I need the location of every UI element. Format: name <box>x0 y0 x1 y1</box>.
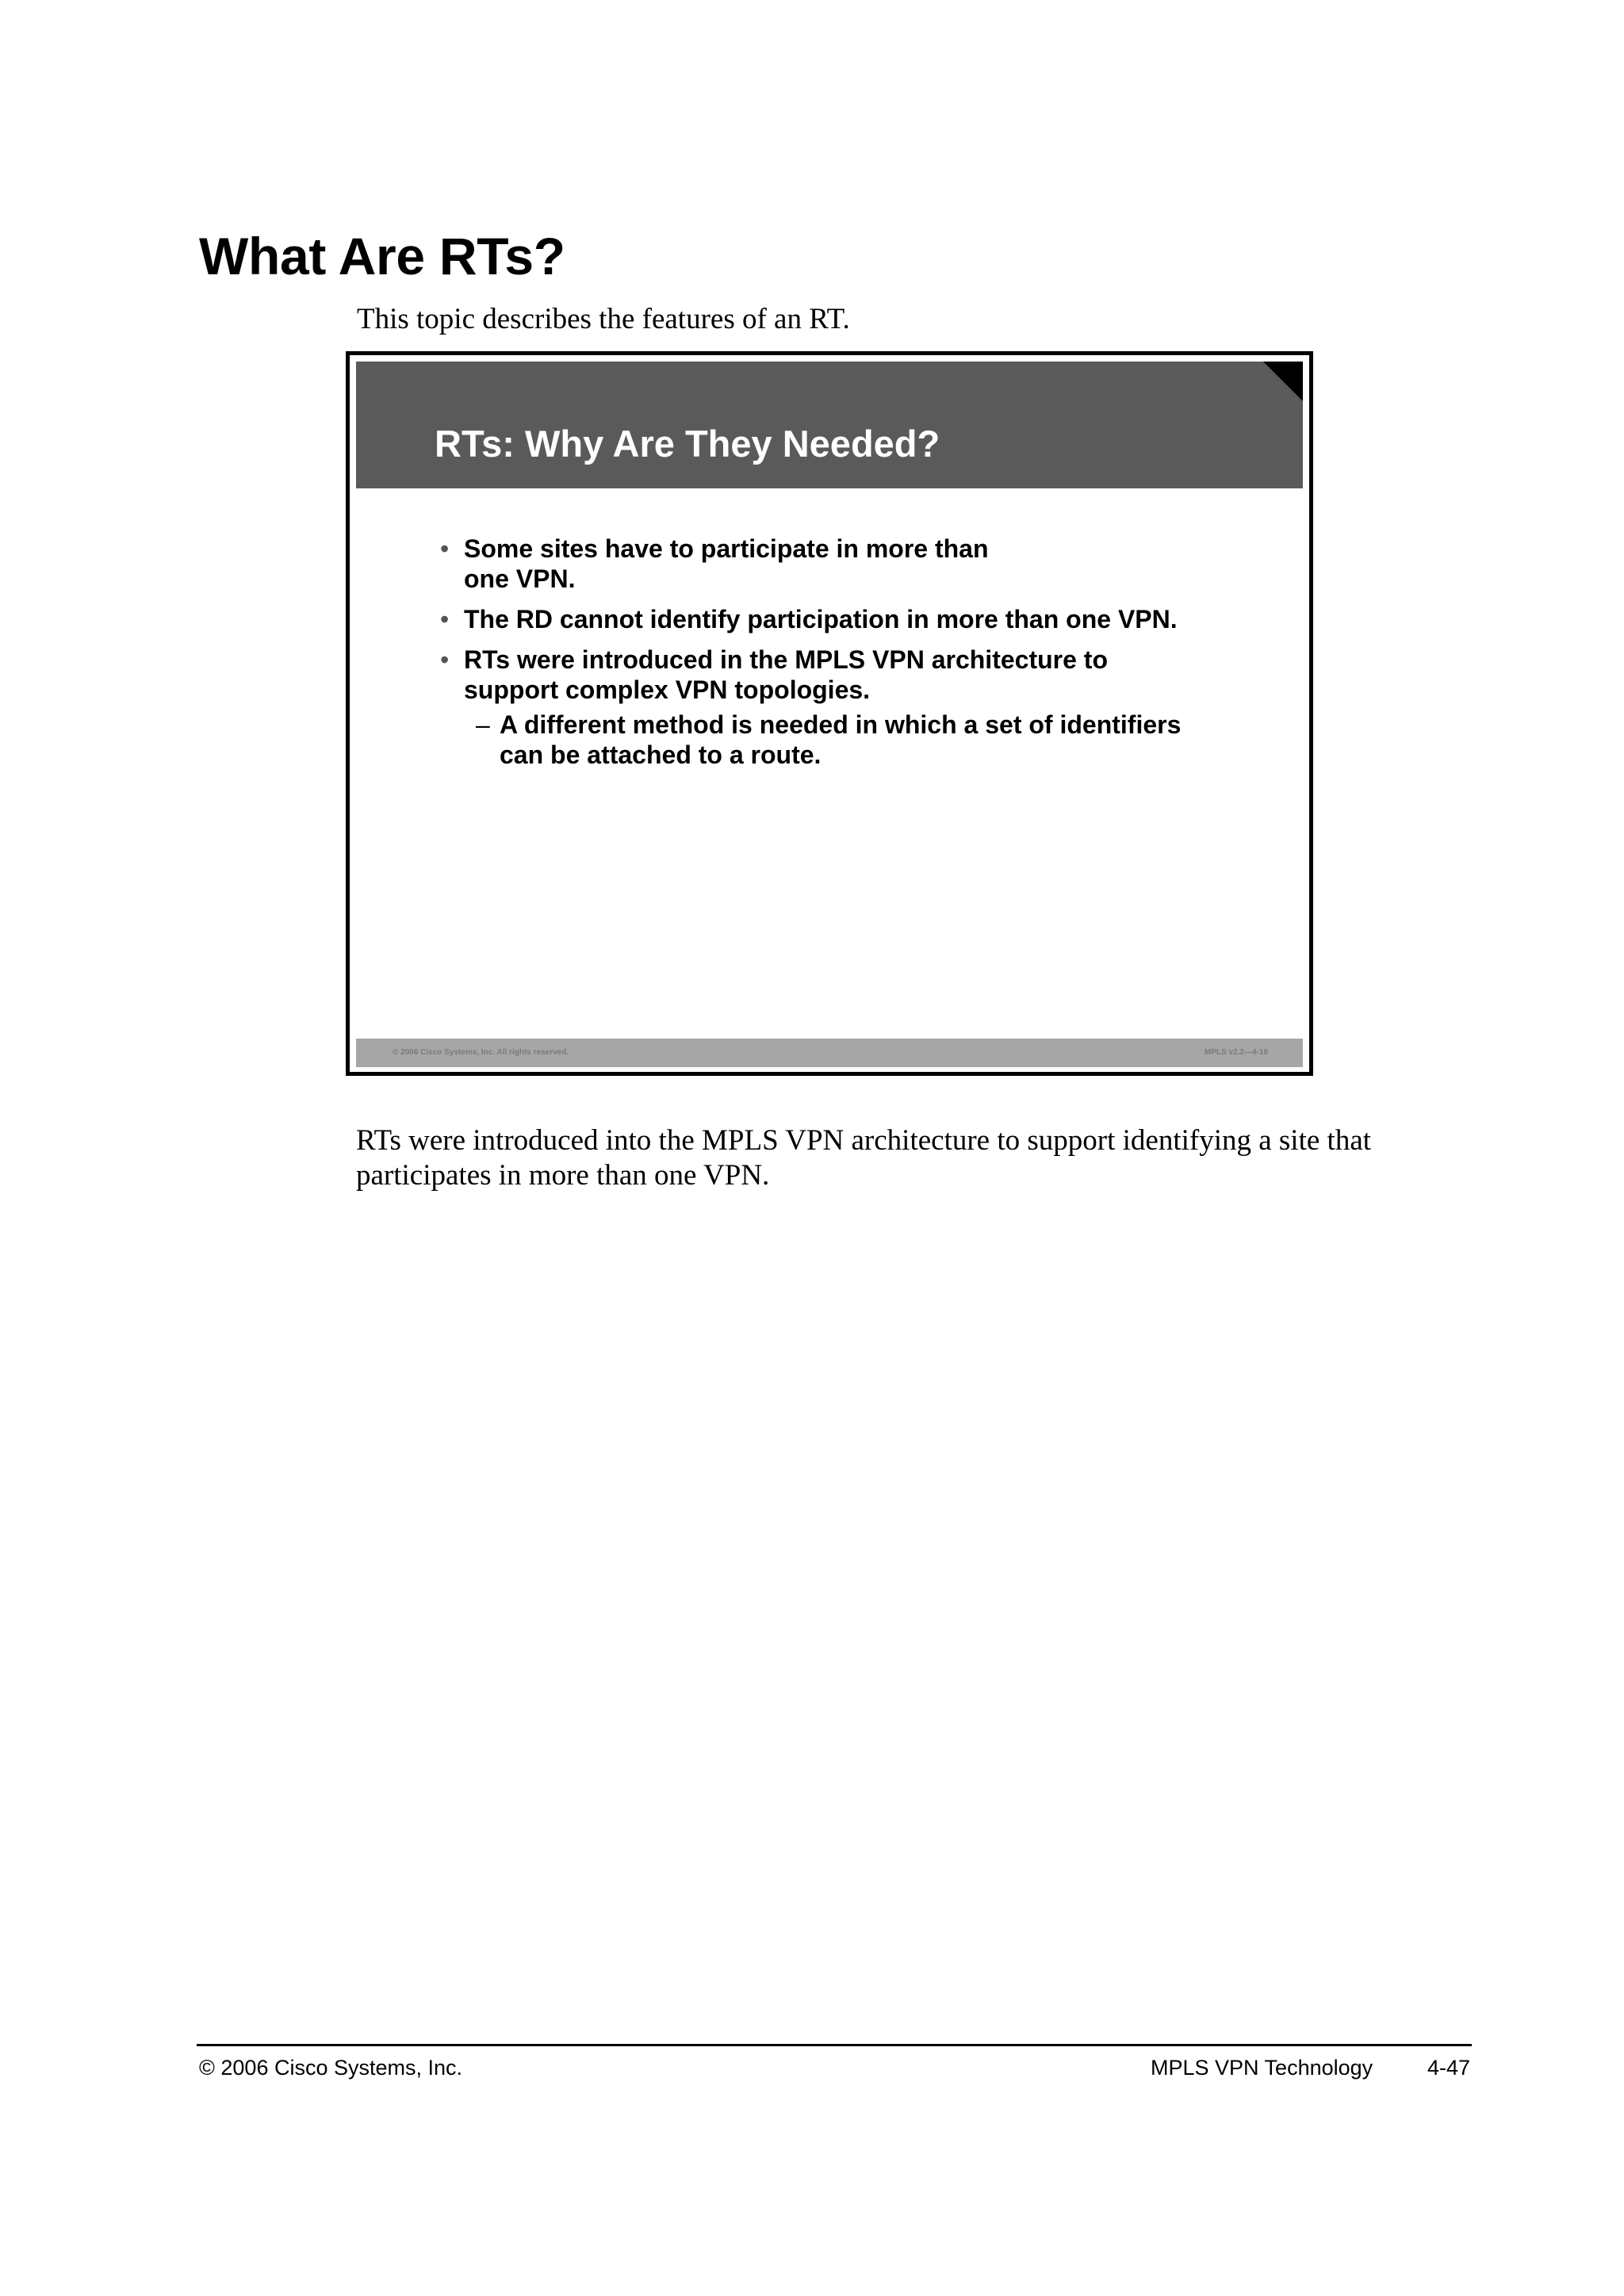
sub-bullet-text: A different method is needed in which a set of identifiers can be attached to a route. <box>500 710 1182 769</box>
slide-number: MPLS v2.2—4-18 <box>1204 1048 1268 1057</box>
bullet-text: The RD cannot identify participation in more than one VPN. <box>464 605 1178 633</box>
bullet-icon: • <box>440 645 450 674</box>
corner-triangle-icon <box>1263 362 1303 401</box>
dash-icon: – <box>476 710 490 739</box>
footer-copyright: © 2006 Cisco Systems, Inc. <box>199 2056 463 2080</box>
bullet-item <box>440 645 1233 705</box>
sub-bullet-item <box>440 710 1233 770</box>
footer-course-title: MPLS VPN Technology <box>1151 2056 1373 2080</box>
slide-title: RTs: Why Are They Needed? <box>435 423 940 465</box>
bullet-text: Some sites have to participate in more than one VPN. <box>464 534 989 593</box>
bullet-icon: • <box>440 605 450 633</box>
footer-page-number: 4-47 <box>1427 2056 1471 2080</box>
slide-footer <box>356 1039 1303 1067</box>
page-heading: What Are RTs? <box>199 227 565 285</box>
bullet-icon: • <box>440 534 450 563</box>
bullet-item <box>440 534 1233 594</box>
slide-copyright: © 2006 Cisco Systems, Inc. All rights reserved. <box>393 1048 569 1057</box>
slide-bullet-list <box>440 534 1233 770</box>
intro-text: This topic describes the features of an RT. <box>357 303 850 335</box>
footer-divider <box>197 2044 1472 2046</box>
bullet-item <box>440 604 1233 634</box>
slide-header <box>356 362 1303 488</box>
bullet-text: RTs were introduced in the MPLS VPN architecture to support complex VPN topologies. <box>464 645 1108 704</box>
slide-figure <box>346 351 1313 1076</box>
body-paragraph: RTs were introduced into the MPLS VPN architecture to support identifying a site that participates in more than one VPN. <box>356 1124 1372 1192</box>
